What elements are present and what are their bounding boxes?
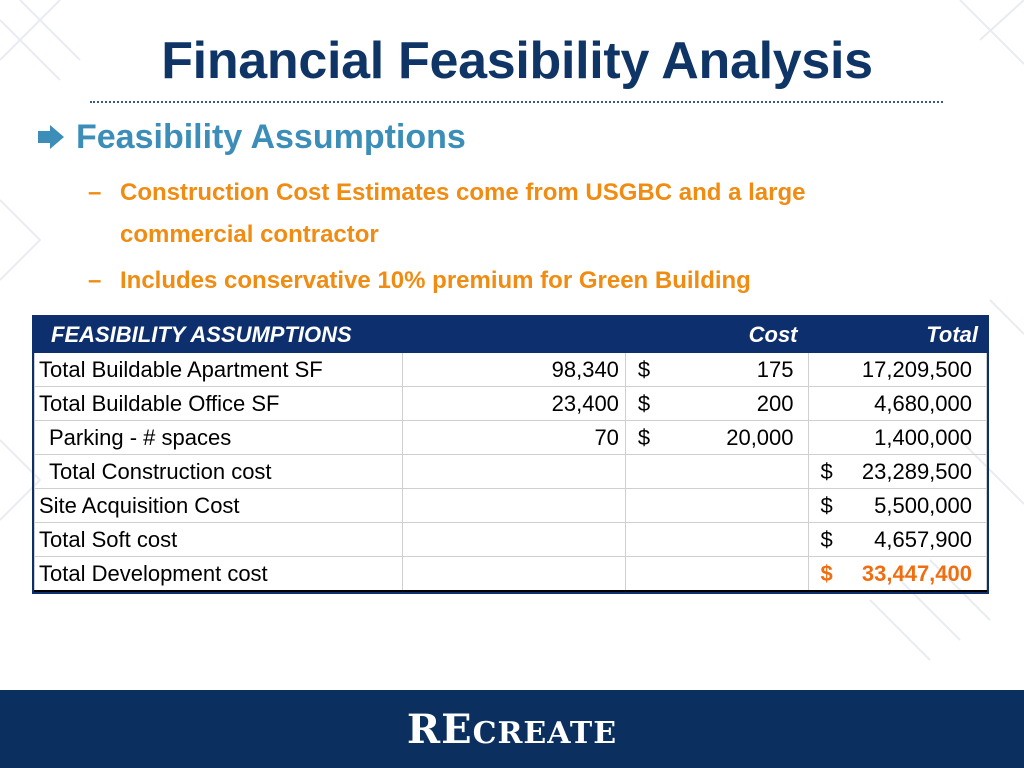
table-row xyxy=(35,489,987,523)
row-label: Total Soft cost xyxy=(35,523,403,557)
total-currency: $ xyxy=(820,560,833,586)
total-amount: 23,289,500 xyxy=(861,458,972,484)
table-row xyxy=(35,387,987,421)
cost-amount: 175 xyxy=(756,356,794,382)
row-cost xyxy=(625,353,808,387)
arrow-right-icon xyxy=(34,122,70,152)
row-cost xyxy=(625,387,808,421)
section-heading xyxy=(34,117,466,157)
footer-bar xyxy=(0,690,1024,768)
logo-small: CREATE xyxy=(472,715,618,751)
row-label: Total Buildable Office SF xyxy=(35,387,403,421)
bullet-dash: – xyxy=(88,179,102,206)
cost-amount: 200 xyxy=(756,390,794,416)
header-cost: Cost xyxy=(625,318,808,353)
row-label: Parking - # spaces xyxy=(35,421,403,455)
total-currency: $ xyxy=(820,458,833,484)
page-title: Financial Feasibility Analysis xyxy=(161,32,873,90)
row-quantity xyxy=(402,557,625,592)
total-currency: $ xyxy=(820,492,833,518)
row-cost xyxy=(625,557,808,592)
bullet-text: Includes conservative 10% premium for Green Building xyxy=(120,267,751,294)
table-header-row xyxy=(35,318,987,353)
feasibility-table xyxy=(34,317,987,592)
table-row xyxy=(35,353,987,387)
logo-big: RE xyxy=(406,705,473,753)
row-quantity xyxy=(402,455,625,489)
total-amount: 4,657,900 xyxy=(874,526,972,552)
bullet-item xyxy=(88,172,880,256)
row-quantity: 23,400 xyxy=(402,387,625,421)
bullet-text: Construction Cost Estimates come from USGBC and a large commercial contractor xyxy=(120,179,806,248)
title-divider xyxy=(90,101,943,103)
row-cost xyxy=(625,523,808,557)
cost-amount: 20,000 xyxy=(726,424,794,450)
row-quantity xyxy=(402,489,625,523)
row-label: Total Construction cost xyxy=(35,455,403,489)
bullet-dash: – xyxy=(88,267,102,294)
row-quantity xyxy=(402,523,625,557)
header-total: Total xyxy=(808,318,986,353)
row-label: Site Acquisition Cost xyxy=(35,489,403,523)
table-row xyxy=(35,523,987,557)
row-cost xyxy=(625,489,808,523)
row-cost xyxy=(625,421,808,455)
total-currency: $ xyxy=(820,526,833,552)
row-total xyxy=(808,387,986,421)
row-label: Total Buildable Apartment SF xyxy=(35,353,403,387)
row-total xyxy=(808,455,986,489)
brand-logo xyxy=(407,706,617,753)
section-heading-text: Feasibility Assumptions xyxy=(76,117,466,156)
row-total xyxy=(808,489,986,523)
total-amount: 5,500,000 xyxy=(874,492,972,518)
total-amount: 1,400,000 xyxy=(874,424,972,450)
total-amount: 33,447,400 xyxy=(861,560,972,586)
total-amount: 17,209,500 xyxy=(861,356,972,382)
cost-currency: $ xyxy=(637,424,651,450)
row-quantity: 98,340 xyxy=(402,353,625,387)
total-amount: 4,680,000 xyxy=(874,390,972,416)
table-row xyxy=(35,557,987,592)
bullet-item xyxy=(88,260,880,302)
table-row xyxy=(35,455,987,489)
header-label: FEASIBILITY ASSUMPTIONS xyxy=(35,318,626,353)
row-quantity: 70 xyxy=(402,421,625,455)
row-cost xyxy=(625,455,808,489)
row-total xyxy=(808,421,986,455)
row-total xyxy=(808,353,986,387)
cost-currency: $ xyxy=(637,356,651,382)
cost-currency: $ xyxy=(637,390,651,416)
row-label: Total Development cost xyxy=(35,557,403,592)
row-total xyxy=(808,523,986,557)
row-total xyxy=(808,557,986,592)
table-body xyxy=(35,353,987,592)
table-row xyxy=(35,421,987,455)
